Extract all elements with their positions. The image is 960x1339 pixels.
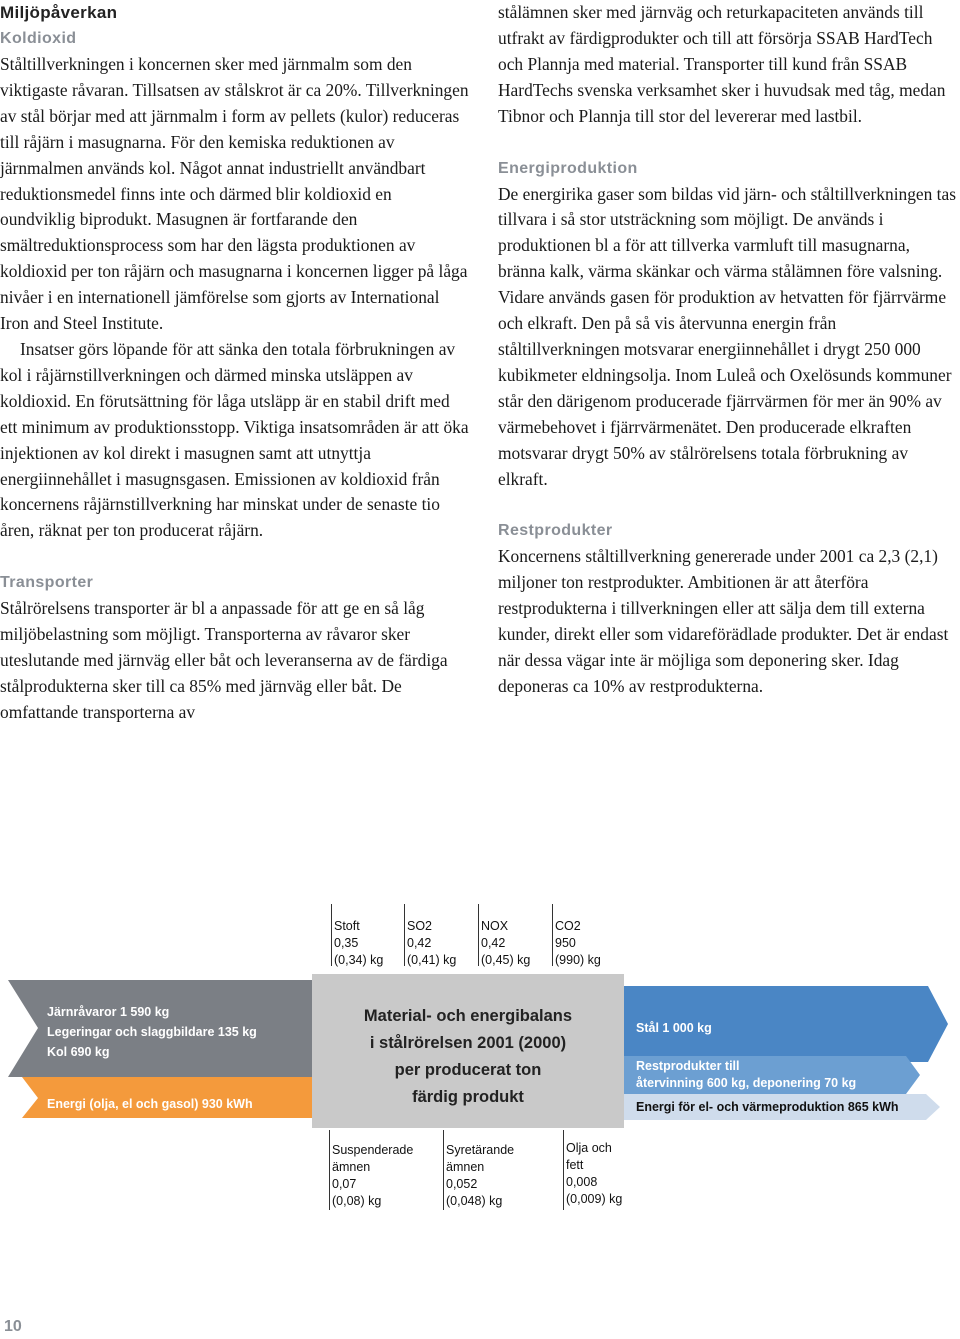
restprodukter-heading: Restprodukter bbox=[498, 522, 613, 540]
water-suspended: Suspenderade ämnen 0,07 (0,08) kg bbox=[332, 1143, 414, 1208]
transporter-continued: stålämnen sker med järnväg och returkapaciteten används till utfrakt av färdigprodukter och till att försörja SSAB HardTech och Plannja med material. Transporter till kund från SSAB HardTechs svenska verksamhet sker i huvudsak med tåg, medan Tibnor och Plannja till stor del levererar med lastbil. bbox=[498, 2, 946, 126]
input-alloy-label: Legeringar och slaggbildare 135 kg bbox=[47, 1025, 257, 1039]
transporter-paragraph: Stålrörelsens transporter är bl a anpassade för att ge en så låg miljöbelastning som möjligt. Transporterna av råvaror sker uteslutande med järnväg eller båt och leveranserna av de färdiga stålprodukterna sker till ca 85% med järnväg eller båt. De omfattande transporterna av bbox=[0, 598, 448, 722]
input-energy-label: Energi (olja, el och gasol) 930 kWh bbox=[47, 1097, 253, 1111]
energiproduktion-heading: Energiproduktion bbox=[498, 159, 638, 177]
left-column bbox=[0, 0, 470, 726]
page-number: 10 bbox=[4, 1318, 22, 1335]
koldioxid-paragraph-2: Insatser görs löpande för att sänka den totala förbrukningen av kol i råjärnstillverkningen och därmed minska utsläppen av koldioxid. En förutsättning för låga utsläpp är en stabil drift med ett minimum av produktionsstopp. Viktiga insatsområden är att öka injektionen av kol direkt i masugnen samt att utnyttja energiinnehållet i masugnsgasen. Emissionen av koldioxid från koncernens råjärnstillverkning har minskat under de senaste tio åren, räknat per ton producerat råjärn. bbox=[0, 338, 469, 541]
energiproduktion-paragraph: De energirika gaser som bildas vid järn- och ståltillverkningen tas tillvara i så stor utsträckning som möjligt. De används i produktionen bl a för att tillverka varmluft till masugnarna, bränna kalk, värma skänkar och värma stålämnen före valsning. Vidare används gasen för produktion av hetvatten för fjärrvärme och elkraft. Den på så vis återvunna energin från ståltillverkningen motsvarar energiinnehållet i drygt 250 000 kubikmeter eldningsolja. Inom Luleå och Oxelösunds kommuner står den därigenom producerade fjärrvärmen för mer än 90% av värmebehovet i fjärrvärmenätet. Den producerade elkraften motsvarar drygt 50% av stålrörelsens totala förbrukning av elkraft. bbox=[498, 183, 956, 489]
water-oil-grease: Olja och fett 0,008 (0,009) kg bbox=[566, 1141, 623, 1206]
center-title: Material- och energibalans i stålrörelsen 2001 (2000) per producerat ton färdig produkt bbox=[363, 1007, 573, 1106]
emission-divider bbox=[331, 904, 332, 966]
emission-so2: SO2 0,42 (0,41) kg bbox=[407, 919, 457, 967]
output-rest-label-1: Restprodukter till bbox=[636, 1059, 740, 1073]
input-iron-label: Järnråvaror 1 590 kg bbox=[47, 1005, 170, 1019]
koldioxid-paragraph-1: Ståltillverkningen i koncernen sker med järnmalm som den viktigaste råvaran. Tillsatsen av stålskrot är ca 20%. Tillverkningen av stål börjar med att järnmalm i form av pellets (kulor) reduceras till råjärn i masugnarna. För den kemiska reduktionen av järnmalmen används kol. Något annat industriellt användbart reduktionsmedel finns inte och därmed blir koldioxid en oundviklig biprodukt. Masugnen är fortfarande den smältreduktionsprocess som har den lägsta produktionen av koldioxid per ton råjärn och masugnarna i koncernen ligger på låga nivåer i en internationell jämförelse som gjorts av International Iron and Steel Institute. bbox=[0, 54, 469, 334]
emission-divider bbox=[404, 904, 405, 966]
emission-stoft: Stoft 0,35 (0,34) kg bbox=[334, 919, 384, 967]
water-divider bbox=[563, 1130, 564, 1210]
emission-divider bbox=[552, 904, 553, 966]
emission-divider bbox=[478, 904, 479, 966]
output-energy-label: Energi för el- och värmeproduktion 865 kWh bbox=[636, 1100, 899, 1114]
section-title: Miljöpåverkan bbox=[0, 3, 118, 22]
output-rest-label-2: återvinning 600 kg, deponering 70 kg bbox=[636, 1076, 857, 1090]
emission-nox: NOX 0,42 (0,45) kg bbox=[481, 919, 531, 967]
water-divider bbox=[329, 1130, 330, 1210]
koldioxid-heading: Koldioxid bbox=[0, 30, 77, 47]
transporter-heading: Transporter bbox=[0, 574, 94, 592]
emission-co2: CO2 950 (990) kg bbox=[555, 919, 601, 967]
water-oxygen-consuming: Syretärande ämnen 0,052 (0,048) kg bbox=[446, 1143, 515, 1208]
restprodukter-paragraph: Koncernens ståltillverkning genererade under 2001 ca 2,3 (2,1) miljoner ton restprodukter. Ambitionen är att återföra restprodukterna i tillverkningen eller att sälja dem till externa kunder, direkt eller som vidareförädlade produkter. Det är endast när dessa vägar inte är möjliga som deponering sker. Idag deponeras ca 10% av restprodukterna. bbox=[498, 546, 949, 696]
right-column bbox=[498, 0, 960, 700]
water-divider bbox=[443, 1130, 444, 1210]
output-steel-label: Stål 1 000 kg bbox=[636, 1021, 712, 1035]
input-coal-label: Kol 690 kg bbox=[47, 1045, 110, 1059]
